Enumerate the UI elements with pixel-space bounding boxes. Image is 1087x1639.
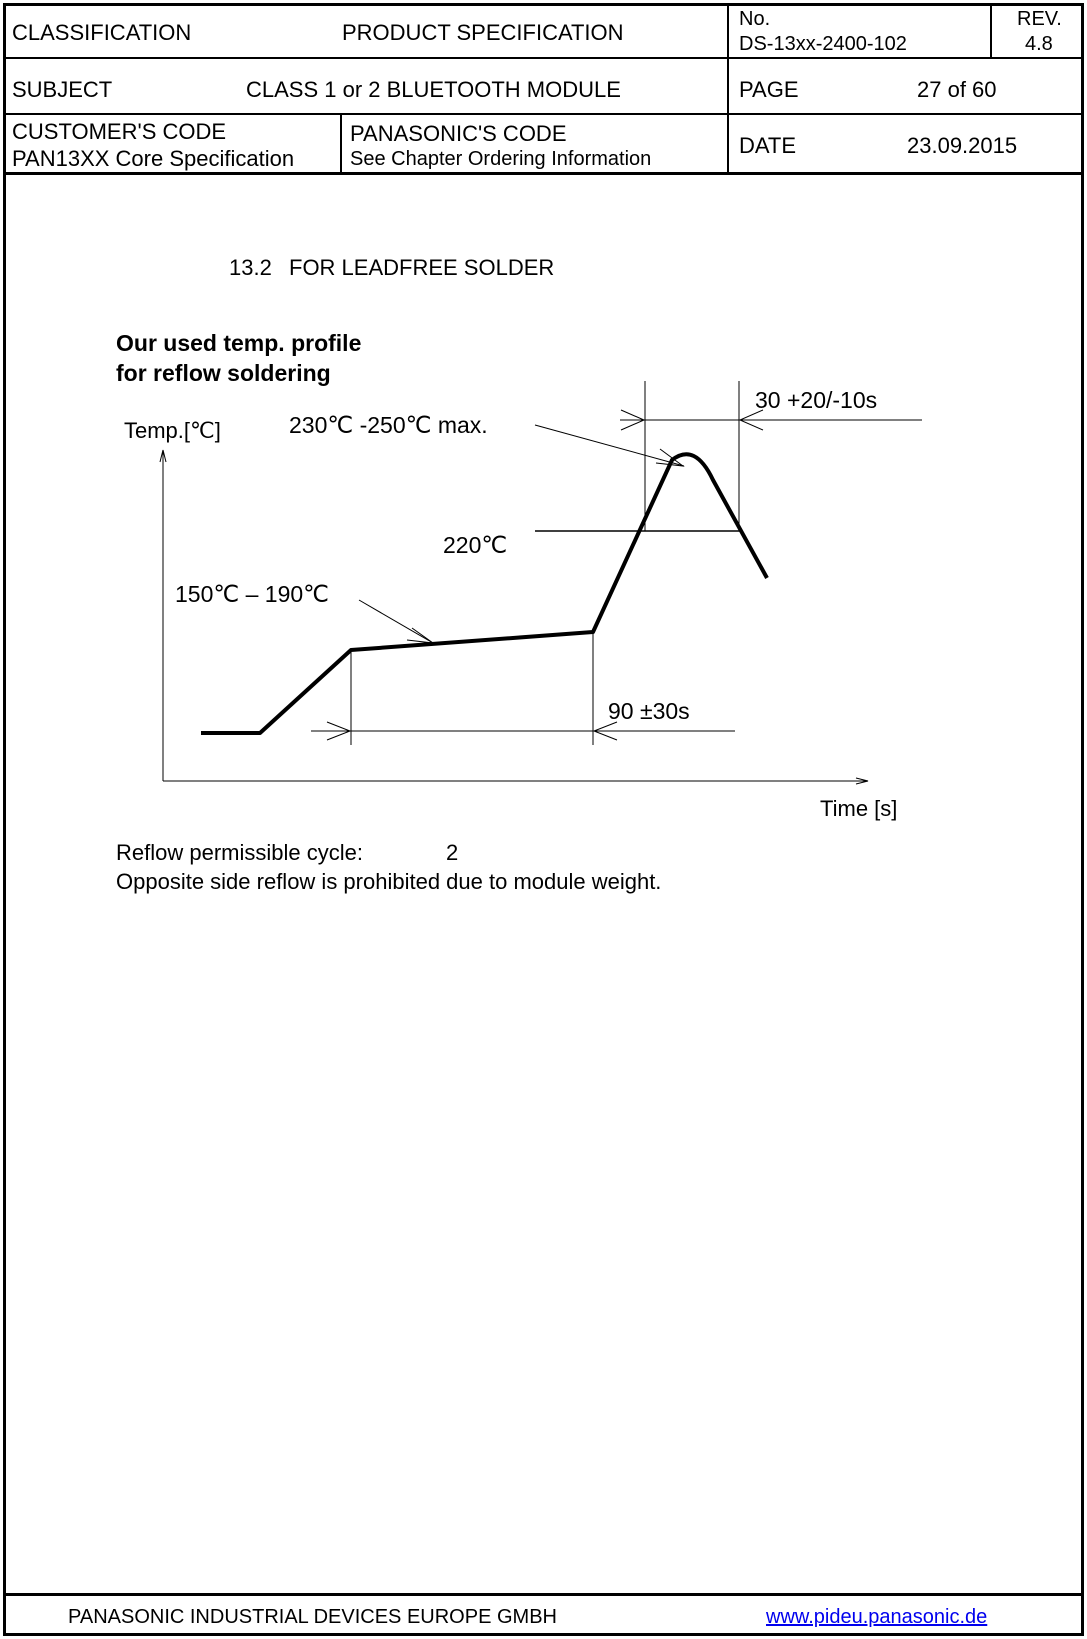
preheat-time-label: 90 ±30s (608, 698, 690, 724)
footer-divider (3, 1593, 1084, 1596)
figure-caption-line-1: Our used temp. profile (116, 330, 362, 356)
peak-temperature-label: 230℃ -250℃ max. (289, 412, 488, 438)
customer-code-label: CUSTOMER'S CODE (12, 119, 227, 144)
peak-temp-leader-line (535, 425, 684, 466)
x-axis-label: Time [s] (820, 796, 898, 821)
preheat-temperature-label: 150℃ – 190℃ (175, 581, 329, 607)
y-axis-label: Temp.[℃] (124, 418, 221, 443)
panasonic-code-label: PANASONIC'S CODE (350, 121, 567, 146)
section-number: 13.2 (229, 255, 272, 280)
revision-label: REV. (1017, 8, 1062, 30)
section-title: FOR LEADFREE SOLDER (289, 255, 555, 280)
footer-website-link[interactable]: www.pideu.panasonic.de (766, 1606, 988, 1628)
revision-value: 4.8 (1025, 33, 1053, 55)
figure-caption-line-2: for reflow soldering (116, 360, 331, 386)
document-number-value: DS-13xx-2400-102 (739, 33, 907, 55)
footer-company: PANASONIC INDUSTRIAL DEVICES EUROPE GMBH (68, 1606, 557, 1628)
date-label: DATE (739, 133, 797, 158)
subject-label: SUBJECT (12, 77, 113, 102)
date-value: 23.09.2015 (907, 133, 1018, 158)
page-label: PAGE (739, 77, 799, 102)
page-value: 27 of 60 (917, 77, 997, 102)
subject-value: CLASS 1 or 2 BLUETOOTH MODULE (246, 77, 621, 102)
classification-label: CLASSIFICATION (12, 20, 192, 45)
reflow-cycle-value: 2 (446, 840, 459, 865)
peak-time-label: 30 +20/-10s (755, 387, 878, 413)
classification-value: PRODUCT SPECIFICATION (342, 20, 624, 45)
panasonic-code-value: See Chapter Ordering Information (350, 148, 652, 170)
opposite-side-note: Opposite side reflow is prohibited due to module weight. (116, 869, 662, 894)
customer-code-value: PAN13XX Core Specification (12, 146, 295, 171)
document-number-label: No. (739, 8, 771, 30)
reflow-cycle-label: Reflow permissible cycle: (116, 840, 363, 865)
liquidus-temperature-label: 220℃ (443, 532, 508, 558)
preheat-temp-leader-line (359, 600, 433, 643)
